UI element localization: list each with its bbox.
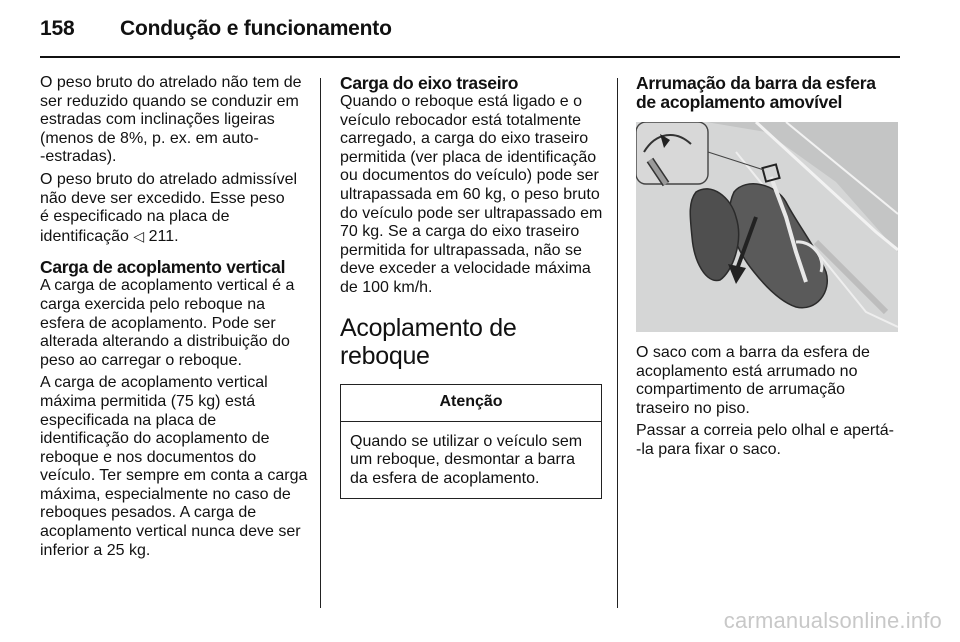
paragraph: O saco com a barra da esfera de acoplamento está arrumado no compartimento de arrumação traseiro no piso.: [636, 344, 870, 417]
column-3: [636, 74, 904, 464]
storage-illustration: [636, 122, 898, 332]
warning-title: Atenção: [341, 385, 601, 422]
heading-vertical-load: Carga de acoplamento vertical: [40, 257, 286, 278]
paragraph: O peso bruto do atrelado não tem de ser reduzido quando se conduzir em estradas com inclinações ligeiras (menos de 8%, p. ex. em auto- -estradas).: [40, 74, 302, 166]
page-number: 158: [40, 17, 75, 40]
paragraph: O peso bruto do atrelado admissível não deve ser excedido. Esse peso é especificado na placa de identificação ◁ 211.: [40, 170, 298, 245]
warning-box: [340, 384, 602, 500]
watermark: carmanualsonline.info: [723, 608, 942, 633]
page-reference-icon[interactable]: ◁: [133, 227, 145, 244]
paragraph: Passar a correia pelo olhal e apertá- -la para fixar o saco.: [636, 422, 894, 458]
section-title: Condução e funcionamento: [120, 17, 392, 40]
section-heading-towing-coupling: Acoplamento de reboque: [340, 313, 517, 370]
column-1: [40, 74, 308, 564]
column-divider-2: [617, 78, 618, 608]
header-rule: [40, 56, 900, 58]
page-reference-link[interactable]: 211.: [148, 227, 179, 245]
page-header: [40, 14, 392, 44]
paragraph: Quando o reboque está ligado e o veículo rebocador está totalmente carregado, a carga do eixo traseiro permitida (ver placa de identificação ou documentos do veículo) pode ser ultrapassada em 60 kg, o peso bruto do veículo pode ser ultrapassado em 70 kg. Se a carga do eixo traseiro permitida for ultrapassada, não se deve exceder a velocidade máxima de 100 km/h.: [340, 93, 603, 296]
warning-body: Quando se utilizar o veículo sem um reboque, desmontar a barra da esfera de acoplamento.: [350, 432, 583, 487]
storage-illustration-svg: [636, 122, 898, 332]
paragraph: A carga de acoplamento vertical é a carga exercida pelo reboque na esfera de acoplamento. Pode ser alterada alterando a distribuição do peso ao carregar o reboque.: [40, 277, 295, 369]
column-2: [340, 74, 604, 499]
column-divider-1: [320, 78, 321, 608]
heading-rear-axle-load: Carga do eixo traseiro: [340, 73, 519, 93]
heading-storage: Arrumação da barra da esfera de acoplamento amovível: [636, 73, 876, 112]
paragraph: A carga de acoplamento vertical máxima permitida (75 kg) está especificada na placa de identificação do acoplamento de reboque e nos documentos do veículo. Ter sempre em conta a carga máxima, especialmente no caso de reboques pesados. A carga de acoplamento vertical nunca deve ser inferior a 25 kg.: [40, 374, 308, 559]
